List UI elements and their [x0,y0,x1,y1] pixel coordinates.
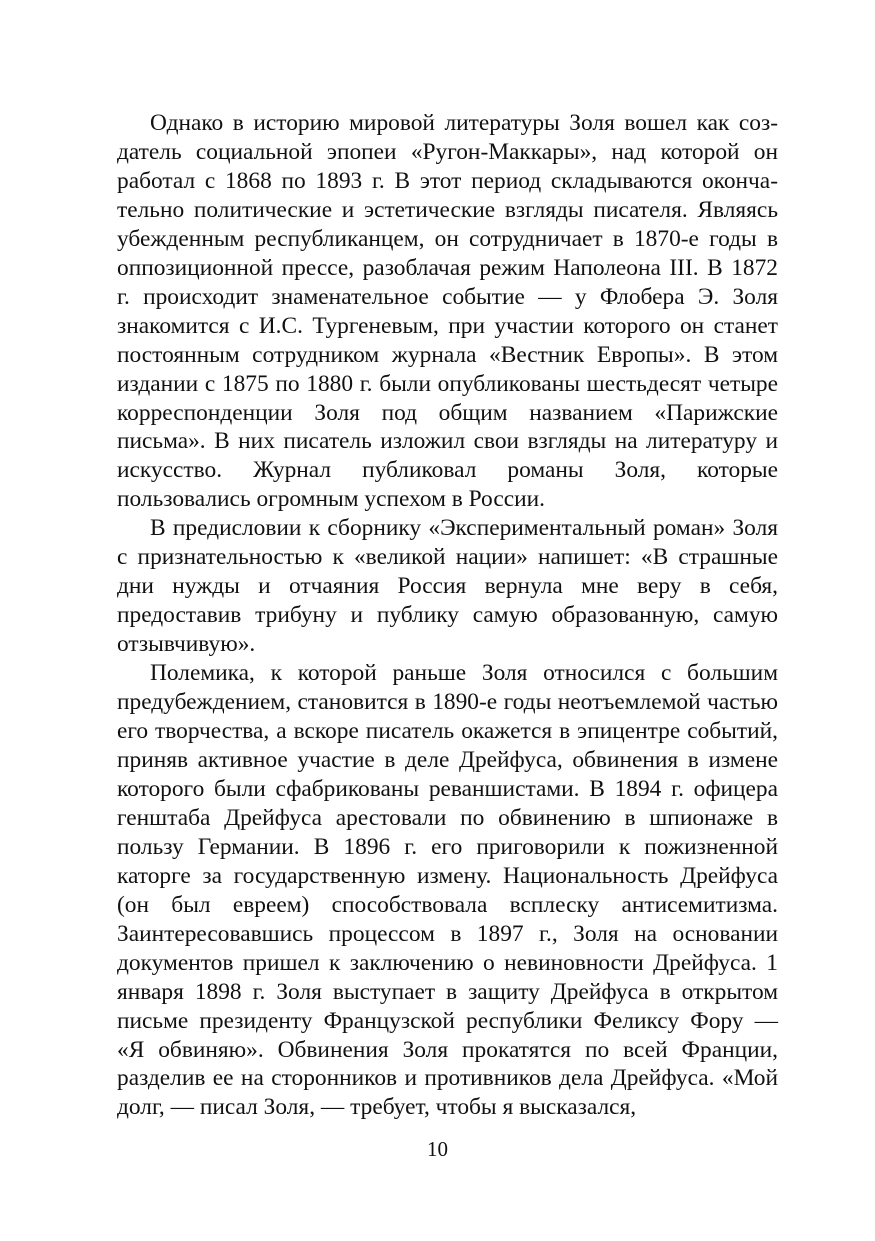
paragraph-zola-epopee: Однако в историю мировой литературы Золя вошел как создатель социальной эпопеи «Ругон-Маккары», над которой он работал с 1868 по 1893 г. В этот период складываются окончательно политические и эстетические взгляды писателя. Являясь убежденным республиканцем, он сотрудничает в 1870-е годы в оппозиционной прессе, разоблачая режим Наполеона III. В 1872 г. происходит знаменательное событие — у Флобера Э. Золя знакомится с И.С. Тургеневым, при участии которого он станет постоянным сотрудником журнала «Вестник Европы». В этом издании с 1875 по 1880 г. были опубликованы шестьдесят четыре корреспонденции Золя под общим названием «Парижские письма». В них писатель изложил свои взгляды на литературу и искусство. Журнал публиковал романы Золя, которые пользовались огромным успехом в России. [117,110,778,513]
page-number: 10 [427,1137,448,1161]
paragraph-preface-quote: В предисловии к сборнику «Экспериментальный роман» Золя с признательностью к «великой нации» напишет: «В страшные дни нужды и отчаяния Россия вернула мне веру в себя, предоставив трибуну и публику самую образованную, самую отзывчивую». [117,515,778,658]
paragraph-dreyfus-affair: Полемика, к которой раньше Золя относился с большим предубеждением, становится в 1890-е годы неотъемлемой частью его творчества, а вскоре писатель окажется в эпицентре событий, приняв активное участие в деле Дрейфуса, обвинения в измене которого были сфабрикованы реваншистами. В 1894 г. офицера генштаба Дрейфуса арестовали по обвинению в шпионаже в пользу Германии. В 1896 г. его приговорили к пожизненной каторге за государственную измену. Национальность Дрейфуса (он был евреем) способствовала всплеску антисемитизма. Заинтересовавшись процессом в 1897 г., Золя на основании документов пришел к заключению о невиновности Дрейфуса. 1 января 1898 г. Золя выступает в защиту Дрейфуса в открытом письме президенту Французской республики Феликсу Фору — «Я обвиняю». Обвинения Золя прокатятся по всей Франции, разделив ее на сторонников и противников дела Дрейфуса. «Мой долг, — писал Золя, — требует, чтобы я высказался, [117,660,778,1121]
body-text [117,109,778,1122]
